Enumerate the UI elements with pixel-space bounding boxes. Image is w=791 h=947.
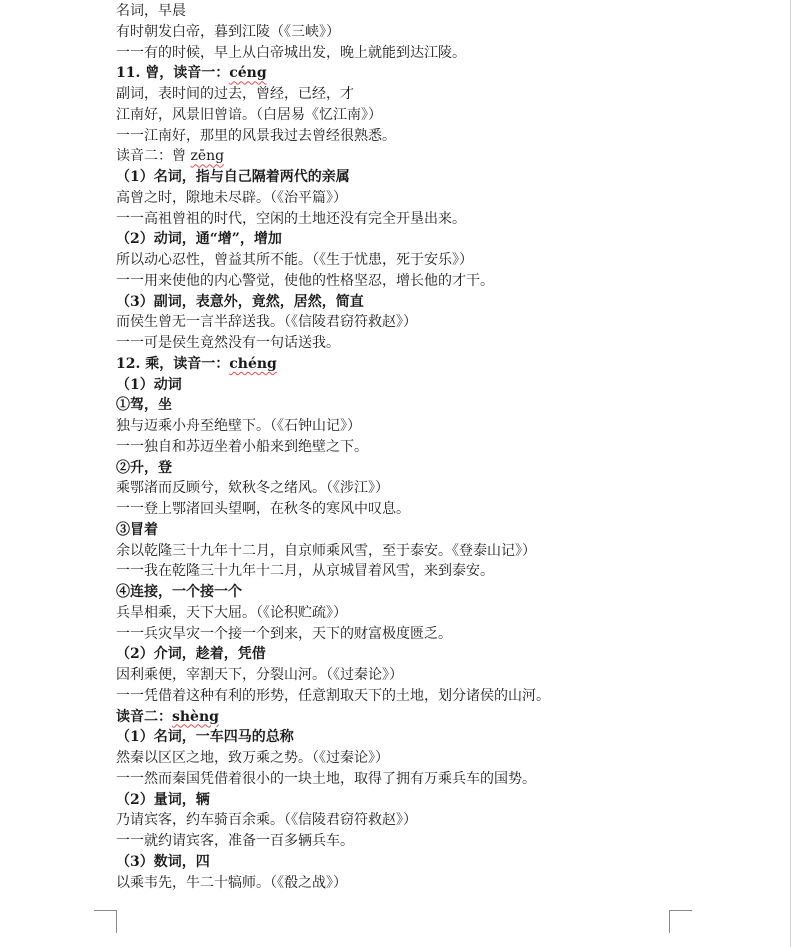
text-line bbox=[116, 1, 776, 22]
section-heading bbox=[116, 354, 776, 375]
section-heading bbox=[116, 582, 776, 603]
line-text: （2）量词，辆 bbox=[116, 791, 210, 808]
line-text: 读音二： bbox=[116, 708, 172, 725]
pinyin-reading: zēng bbox=[190, 148, 225, 165]
line-text: 江南好，风景旧曾谙。（白居易《忆江南》） bbox=[116, 106, 382, 123]
margin-corner-mark-right bbox=[669, 910, 692, 933]
line-text: 一一然而秦国凭借着很小的一块土地，取得了拥有万乘兵车的国势。 bbox=[116, 770, 536, 787]
text-line bbox=[116, 188, 776, 209]
text-line bbox=[116, 810, 776, 831]
line-text: 独与迈乘小舟至绝壁下。（《石钟山记》） bbox=[116, 418, 361, 434]
section-heading bbox=[116, 63, 776, 84]
text-line bbox=[116, 22, 776, 43]
text-line bbox=[116, 146, 776, 167]
text-line bbox=[116, 499, 776, 520]
section-heading bbox=[116, 644, 776, 665]
text-line bbox=[116, 478, 776, 499]
line-text: （3）数词，四 bbox=[116, 853, 210, 870]
section-heading bbox=[116, 395, 776, 416]
text-line bbox=[116, 748, 776, 769]
page-body bbox=[116, 1, 776, 893]
pinyin-reading: shèng bbox=[172, 708, 219, 725]
line-text: 然秦以区区之地，致万乘之势。（《过秦论》） bbox=[116, 750, 389, 766]
line-text: 一一有的时候，早上从白帝城出发，晚上就能到达江陵。 bbox=[116, 44, 466, 61]
text-line bbox=[116, 686, 776, 707]
line-text: ④连接，一个接一个 bbox=[116, 584, 242, 600]
line-text: 一一独自和苏迈坐着小船来到绝壁之下。 bbox=[116, 438, 368, 455]
pinyin-reading: chéng bbox=[229, 355, 277, 372]
text-line bbox=[116, 271, 776, 292]
line-text: ②升，登 bbox=[116, 459, 172, 476]
section-heading bbox=[116, 520, 776, 541]
text-line bbox=[116, 769, 776, 790]
line-text: 以乘韦先，牛二十犒师。（《殽之战》） bbox=[116, 874, 347, 891]
line-text: （1）动词 bbox=[116, 376, 182, 393]
pinyin-reading: céng bbox=[229, 65, 267, 82]
section-heading bbox=[116, 229, 776, 250]
line-text: 而侯生曾无一言半辞送我。（《信陵君窃符救赵》） bbox=[116, 314, 417, 331]
line-text: 兵旱相乘，天下大屈。（《论积贮疏》） bbox=[116, 604, 347, 621]
line-text: 一一我在乾隆三十九年十二月，从京城冒着风雪，来到泰安。 bbox=[116, 563, 494, 580]
section-heading bbox=[116, 727, 776, 748]
line-text: 一一高祖曾祖的时代，空闲的土地还没有完全开垦出来。 bbox=[116, 210, 466, 227]
section-heading bbox=[116, 790, 776, 811]
line-text: 11. 曾，读音一： bbox=[116, 65, 230, 82]
text-line bbox=[116, 43, 776, 64]
line-text: 一一登上鄂渚回头望啊，在秋冬的寒风中叹息。 bbox=[116, 501, 410, 517]
text-line bbox=[116, 250, 776, 271]
text-line bbox=[116, 209, 776, 230]
line-text: （3）副词，表意外，竟然，居然，简直 bbox=[116, 293, 364, 310]
text-line bbox=[116, 105, 776, 126]
line-text: 乘鄂渚而反顾兮，欸秋冬之绪风。（《涉江》） bbox=[116, 480, 389, 497]
text-line bbox=[116, 126, 776, 147]
line-text: （2）介词，趁着，凭借 bbox=[116, 646, 266, 663]
section-heading bbox=[116, 458, 776, 479]
line-text: 所以动心忍性，曾益其所不能。（《生于忧患，死于安乐》） bbox=[116, 252, 473, 268]
line-text: （2）动词，通“增”，增加 bbox=[116, 231, 282, 248]
text-line bbox=[116, 84, 776, 105]
text-line bbox=[116, 561, 776, 582]
line-text: 一一江南好，那里的风景我过去曾经很熟悉。 bbox=[116, 127, 396, 144]
section-heading bbox=[116, 292, 776, 313]
line-text: 副词，表时间的过去，曾经，已经，才 bbox=[116, 86, 354, 102]
line-text: 高曾之时，隙地未尽辟。（《治平篇》） bbox=[116, 189, 347, 206]
text-line bbox=[116, 624, 776, 645]
line-text: 读音二：曾 bbox=[116, 148, 191, 165]
text-line bbox=[116, 437, 776, 458]
text-line bbox=[116, 333, 776, 354]
margin-corner-mark-left bbox=[94, 910, 117, 933]
line-text: 因利乘便，宰割天下，分裂山河。（《过秦论》） bbox=[116, 667, 403, 683]
section-heading bbox=[116, 375, 776, 396]
section-heading bbox=[116, 707, 776, 728]
line-text: 有时朝发白帝，暮到江陵（《三峡》） bbox=[116, 23, 340, 40]
text-line bbox=[116, 873, 776, 894]
text-line bbox=[116, 541, 776, 562]
line-text: 一一就约请宾客，准备一百多辆兵车。 bbox=[116, 833, 354, 849]
line-text: ③冒着 bbox=[116, 521, 158, 538]
text-line bbox=[116, 416, 776, 437]
text-line bbox=[116, 831, 776, 852]
line-text: 12. 乘，读音一： bbox=[116, 355, 230, 372]
line-text: 一一可是侯生竟然没有一句话送我。 bbox=[116, 335, 340, 351]
line-text: 一一凭借着这种有利的形势，任意割取天下的土地，划分诸侯的山河。 bbox=[116, 687, 550, 704]
section-heading bbox=[116, 167, 776, 188]
line-text: （1）名词，指与自己隔着两代的亲属 bbox=[116, 169, 350, 185]
line-text: 名词，早晨 bbox=[116, 3, 186, 19]
line-text: 乃请宾客，约车骑百余乘。（《信陵君窃符救赵》） bbox=[116, 812, 417, 829]
line-text: 余以乾隆三十九年十二月，自京师乘风雪，至于泰安。《登泰山记》） bbox=[116, 542, 536, 559]
text-line bbox=[116, 603, 776, 624]
text-line bbox=[116, 312, 776, 333]
line-text: ①驾，坐 bbox=[116, 397, 172, 414]
line-text: 一一兵灾旱灾一个接一个到来，天下的财富极度匮乏。 bbox=[116, 625, 452, 642]
section-heading bbox=[116, 852, 776, 873]
line-text: 一一用来使他的内心警觉，使他的性格坚忍，增长他的才干。 bbox=[116, 272, 494, 289]
line-text: （1）名词，一车四马的总称 bbox=[116, 729, 294, 746]
text-line bbox=[116, 665, 776, 686]
